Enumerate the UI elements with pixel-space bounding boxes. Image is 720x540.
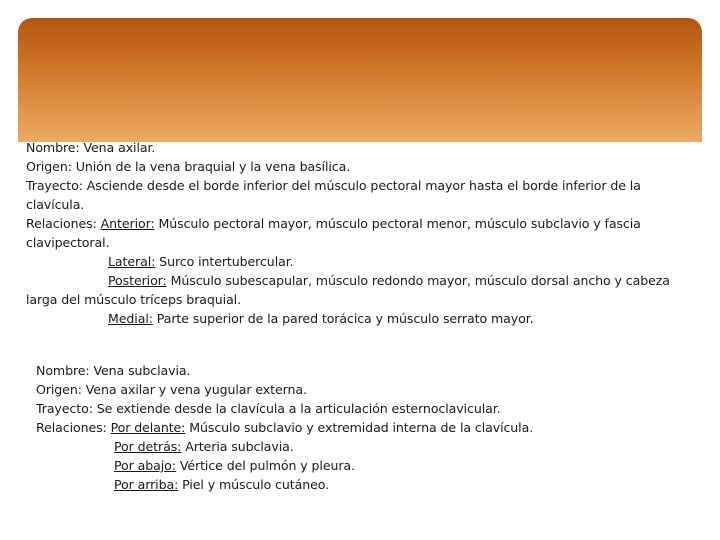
axilar-lateral: [26, 252, 696, 271]
subclavia-detras: [36, 437, 696, 456]
subclavia-nombre: Nombre: Vena subclavia.: [36, 363, 191, 378]
arriba-label: Por arriba:: [114, 477, 179, 492]
subclavia-trayecto: Trayecto: Se extiende desde la clavícula a la articulación esternoclavicular.: [36, 401, 501, 416]
subclavia-origen: Origen: Vena axilar y vena yugular externa.: [36, 382, 307, 397]
abajo-label: Por abajo:: [114, 458, 176, 473]
subclavia-relaciones-delante: [36, 418, 696, 437]
axilar-nombre: Nombre: Vena axilar.: [26, 140, 156, 155]
axilar-relaciones-anterior: [26, 214, 696, 252]
title-banner: [18, 18, 702, 142]
posterior-text: Músculo subescapular, músculo redondo mayor, músculo dorsal ancho y cabeza larga del músculo tríceps braquial.: [26, 273, 670, 307]
delante-text: Músculo subclavio y extremidad interna de la clavícula.: [185, 420, 534, 435]
axilar-medial: [26, 309, 696, 328]
relaciones-label: Relaciones:: [36, 420, 111, 435]
vena-subclavia-block: [36, 361, 696, 494]
anterior-text: Músculo pectoral mayor, músculo pectoral menor, músculo subclavio y fascia clavipectoral.: [26, 216, 641, 250]
abajo-text: Vértice del pulmón y pleura.: [175, 458, 355, 473]
detras-label: Por detrás:: [114, 439, 182, 454]
subclavia-arriba: [36, 475, 696, 494]
detras-text: Arteria subclavia.: [181, 439, 294, 454]
delante-label: Por delante:: [110, 420, 186, 435]
axilar-posterior: [26, 271, 696, 309]
arriba-text: Piel y músculo cutáneo.: [178, 477, 330, 492]
medial-label: Medial:: [108, 311, 153, 326]
subclavia-abajo: [36, 456, 696, 475]
anterior-label: Anterior:: [100, 216, 155, 231]
lateral-label: Lateral:: [108, 254, 156, 269]
axilar-trayecto: Trayecto: Asciende desde el borde inferior del músculo pectoral mayor hasta el borde inferior de la clavícula.: [26, 178, 641, 212]
relaciones-label: Relaciones:: [26, 216, 101, 231]
posterior-label: Posterior:: [108, 273, 167, 288]
lateral-text: Surco intertubercular.: [155, 254, 294, 269]
vena-axilar-block: [26, 138, 696, 328]
axilar-origen: Origen: Unión de la vena braquial y la vena basílica.: [26, 159, 351, 174]
medial-text: Parte superior de la pared torácica y músculo serrato mayor.: [152, 311, 534, 326]
